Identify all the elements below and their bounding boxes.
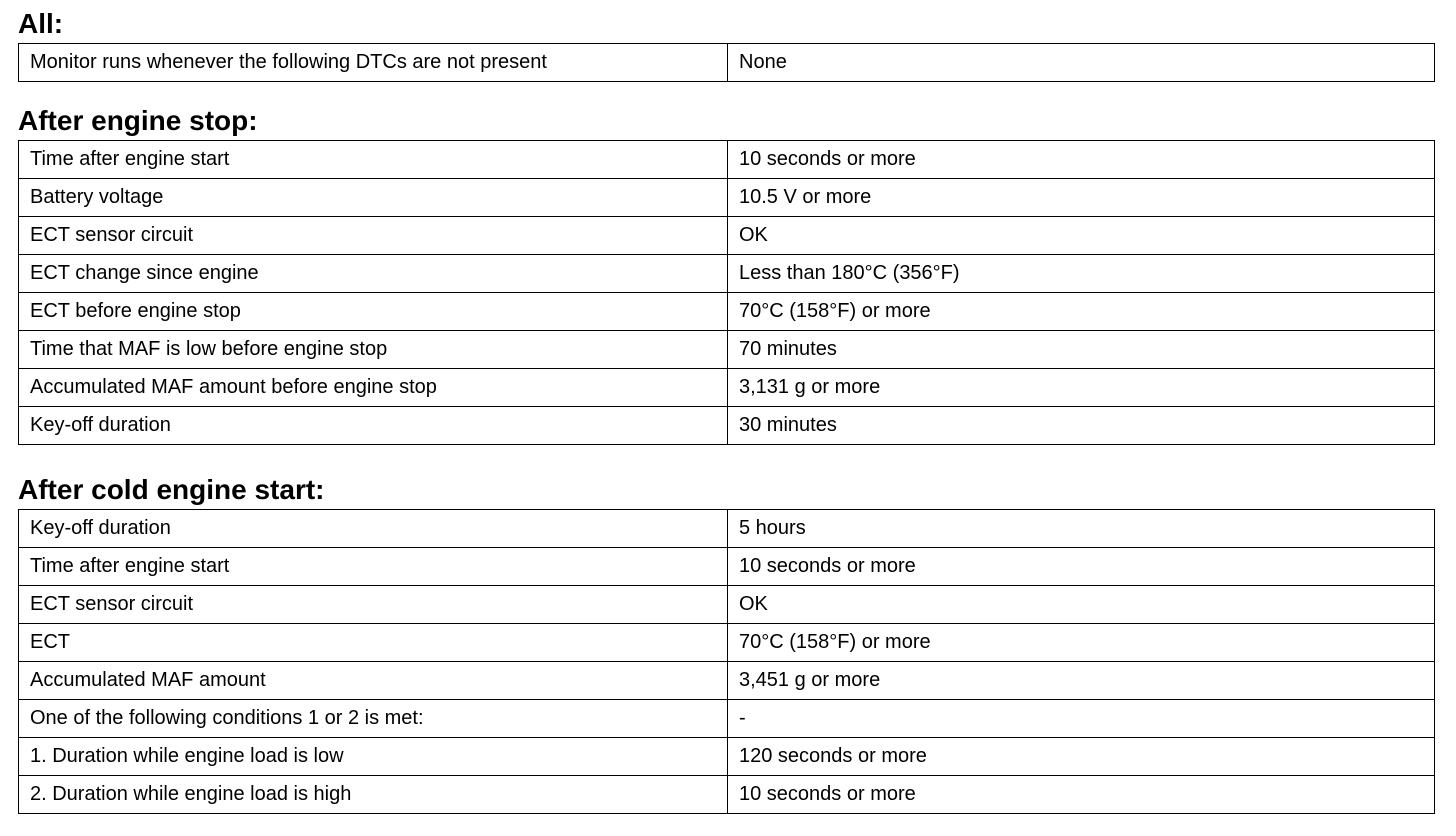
- section-heading-after-engine-stop: After engine stop:: [18, 105, 258, 136]
- condition-cell: Battery voltage: [19, 179, 728, 217]
- condition-cell: ECT change since engine: [19, 255, 728, 293]
- section-after-cold-engine-start: [18, 475, 1435, 814]
- table-row: [19, 293, 1435, 331]
- table-row: [19, 548, 1435, 586]
- table-row: [19, 662, 1435, 700]
- conditions-table-after-engine-stop: [18, 140, 1435, 445]
- section-heading-after-cold-engine-start: After cold engine start:: [18, 474, 325, 505]
- condition-cell: Accumulated MAF amount: [19, 662, 728, 700]
- value-cell: 70°C (158°F) or more: [728, 624, 1435, 662]
- condition-cell: Key-off duration: [19, 510, 728, 548]
- conditions-table-all: [18, 43, 1435, 82]
- table-row: [19, 586, 1435, 624]
- condition-cell: ECT: [19, 624, 728, 662]
- condition-cell: ECT before engine stop: [19, 293, 728, 331]
- table-row: [19, 331, 1435, 369]
- value-cell: 10 seconds or more: [728, 776, 1435, 814]
- value-cell: OK: [728, 217, 1435, 255]
- condition-cell: Time after engine start: [19, 141, 728, 179]
- table-row: [19, 255, 1435, 293]
- table-row: [19, 369, 1435, 407]
- value-cell: 30 minutes: [728, 407, 1435, 445]
- value-cell: 120 seconds or more: [728, 738, 1435, 776]
- table-row: [19, 407, 1435, 445]
- value-cell: OK: [728, 586, 1435, 624]
- section-after-engine-stop: [18, 106, 1435, 445]
- table-row: [19, 510, 1435, 548]
- condition-cell: 1. Duration while engine load is low: [19, 738, 728, 776]
- table-row: [19, 217, 1435, 255]
- condition-cell: 2. Duration while engine load is high: [19, 776, 728, 814]
- table-row: [19, 700, 1435, 738]
- value-cell: -: [728, 700, 1435, 738]
- condition-cell: Monitor runs whenever the following DTCs are not present: [19, 44, 728, 82]
- table-row: [19, 738, 1435, 776]
- value-cell: 3,131 g or more: [728, 369, 1435, 407]
- value-cell: 70°C (158°F) or more: [728, 293, 1435, 331]
- table-row: [19, 179, 1435, 217]
- condition-cell: One of the following conditions 1 or 2 is met:: [19, 700, 728, 738]
- condition-cell: Time after engine start: [19, 548, 728, 586]
- condition-cell: Time that MAF is low before engine stop: [19, 331, 728, 369]
- table-row: [19, 44, 1435, 82]
- value-cell: None: [728, 44, 1435, 82]
- value-cell: 5 hours: [728, 510, 1435, 548]
- value-cell: Less than 180°C (356°F): [728, 255, 1435, 293]
- value-cell: 10 seconds or more: [728, 548, 1435, 586]
- section-heading-all: All:: [18, 8, 64, 39]
- value-cell: 3,451 g or more: [728, 662, 1435, 700]
- table-row: [19, 776, 1435, 814]
- value-cell: 10.5 V or more: [728, 179, 1435, 217]
- conditions-table-after-cold-engine-start: [18, 509, 1435, 814]
- condition-cell: ECT sensor circuit: [19, 217, 728, 255]
- condition-cell: Key-off duration: [19, 407, 728, 445]
- table-row: [19, 624, 1435, 662]
- table-row: [19, 141, 1435, 179]
- value-cell: 10 seconds or more: [728, 141, 1435, 179]
- section-all: [18, 9, 1435, 82]
- condition-cell: ECT sensor circuit: [19, 586, 728, 624]
- condition-cell: Accumulated MAF amount before engine stop: [19, 369, 728, 407]
- value-cell: 70 minutes: [728, 331, 1435, 369]
